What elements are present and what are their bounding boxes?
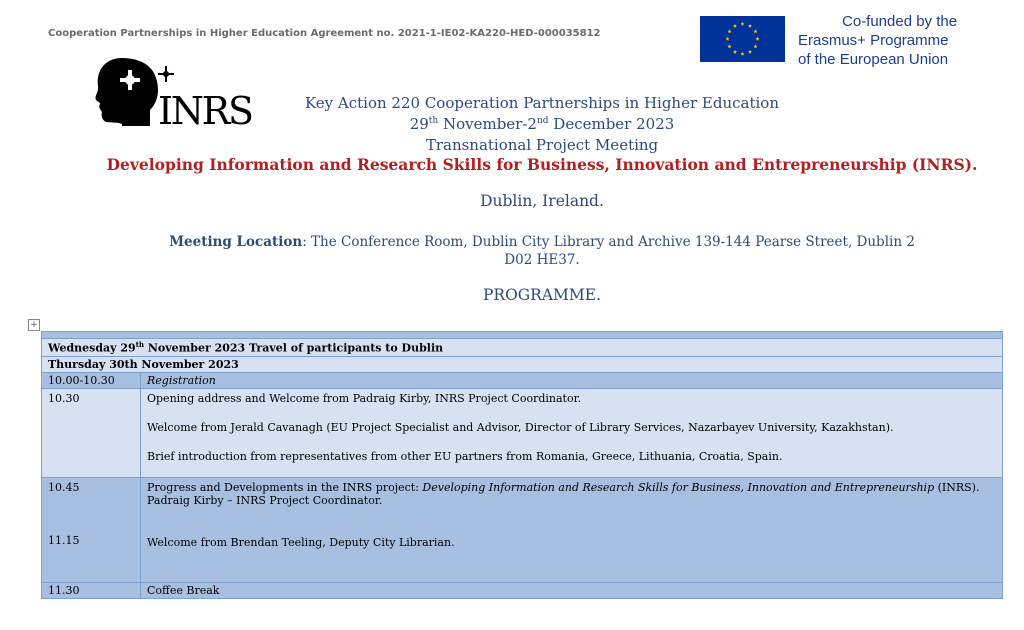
row-text — [141, 477, 1003, 582]
row-paragraph: Welcome from Brendan Teeling, Deputy City Librarian. — [147, 535, 455, 549]
row-time: 10.00-10.30 — [42, 372, 141, 388]
row-time-1115: 11.15 — [48, 533, 80, 547]
city-line: Dublin, Ireland. — [480, 192, 604, 210]
row-paragraph: Progress and Developments in the INRS project: Developing Information and Research Skills for Business, Innovation and Entrepreneurship (INRS). — [147, 480, 980, 494]
meeting-type-line: Transnational Project Meeting — [425, 136, 659, 154]
table-top-band — [42, 332, 1003, 339]
location-text: : The Conference Room, Dublin City Library and Archive 139-144 Pearse Street, Dublin 2 — [302, 234, 915, 250]
row-paragraph: Padraig Kirby – INRS Project Coordinator. — [147, 493, 383, 507]
date-end: December 2023 — [548, 115, 675, 133]
date-line — [0, 115, 1024, 133]
table-row — [42, 372, 1003, 388]
row-paragraph: Opening address and Welcome from Padraig Kirby, INRS Project Coordinator. — [147, 391, 582, 405]
agreement-number: Cooperation Partnerships in Higher Education Agreement no. 2021-1-IE02-KA220-HED-000035812 — [48, 28, 601, 39]
eu-flag-icon — [700, 16, 785, 62]
programme-heading: PROGRAMME. — [482, 286, 602, 304]
date-mid: November-2 — [438, 115, 537, 133]
row-time — [42, 477, 141, 582]
row-text — [141, 388, 1003, 477]
day-header-row — [42, 356, 1003, 372]
programme-table — [41, 331, 1003, 599]
table-row — [42, 388, 1003, 477]
eu-line-1: Co-funded by the — [842, 13, 958, 30]
row-text: Coffee Break — [141, 582, 1003, 598]
date-sup1: th — [428, 116, 439, 126]
meeting-location — [0, 233, 1024, 269]
row-paragraph: Brief introduction from representatives from other EU partners from Romania, Greece, Lithuania, Croatia, Spain. — [147, 449, 783, 463]
row-time-1045: 10.45 — [48, 480, 80, 494]
eu-line-3: of the European Union — [798, 51, 949, 68]
day-header-row — [42, 339, 1003, 357]
location-postcode: D02 HE37. — [504, 252, 580, 268]
project-title: Developing Information and Research Skills for Business, Innovation and Entrepreneurship (INRS). — [106, 155, 978, 174]
date-day1: 29 — [409, 115, 429, 133]
logo-text: INRS — [158, 89, 254, 133]
table-move-handle-icon[interactable]: + — [28, 319, 40, 331]
row-time: 10.30 — [42, 388, 141, 477]
row-text: Registration — [141, 372, 1003, 388]
eu-line-2: Erasmus+ Programme — [798, 32, 949, 49]
eu-cofunded-text — [798, 12, 957, 69]
table-row — [42, 477, 1003, 582]
key-action-line: Key Action 220 Cooperation Partnerships in Higher Education — [304, 94, 779, 112]
day-header-thursday: Thursday 30th November 2023 — [42, 356, 1003, 372]
row-paragraph: Welcome from Jerald Cavanagh (EU Project Specialist and Advisor, Director of Library Services, Nazarbayev University, Kazakhstan). — [147, 420, 894, 434]
row-time: 11.30 — [42, 582, 141, 598]
location-label: Meeting Location — [169, 234, 303, 250]
table-row — [42, 582, 1003, 598]
day-header-wednesday: Wednesday 29th November 2023 Travel of participants to Dublin — [42, 339, 1003, 357]
date-sup2: nd — [536, 116, 549, 126]
